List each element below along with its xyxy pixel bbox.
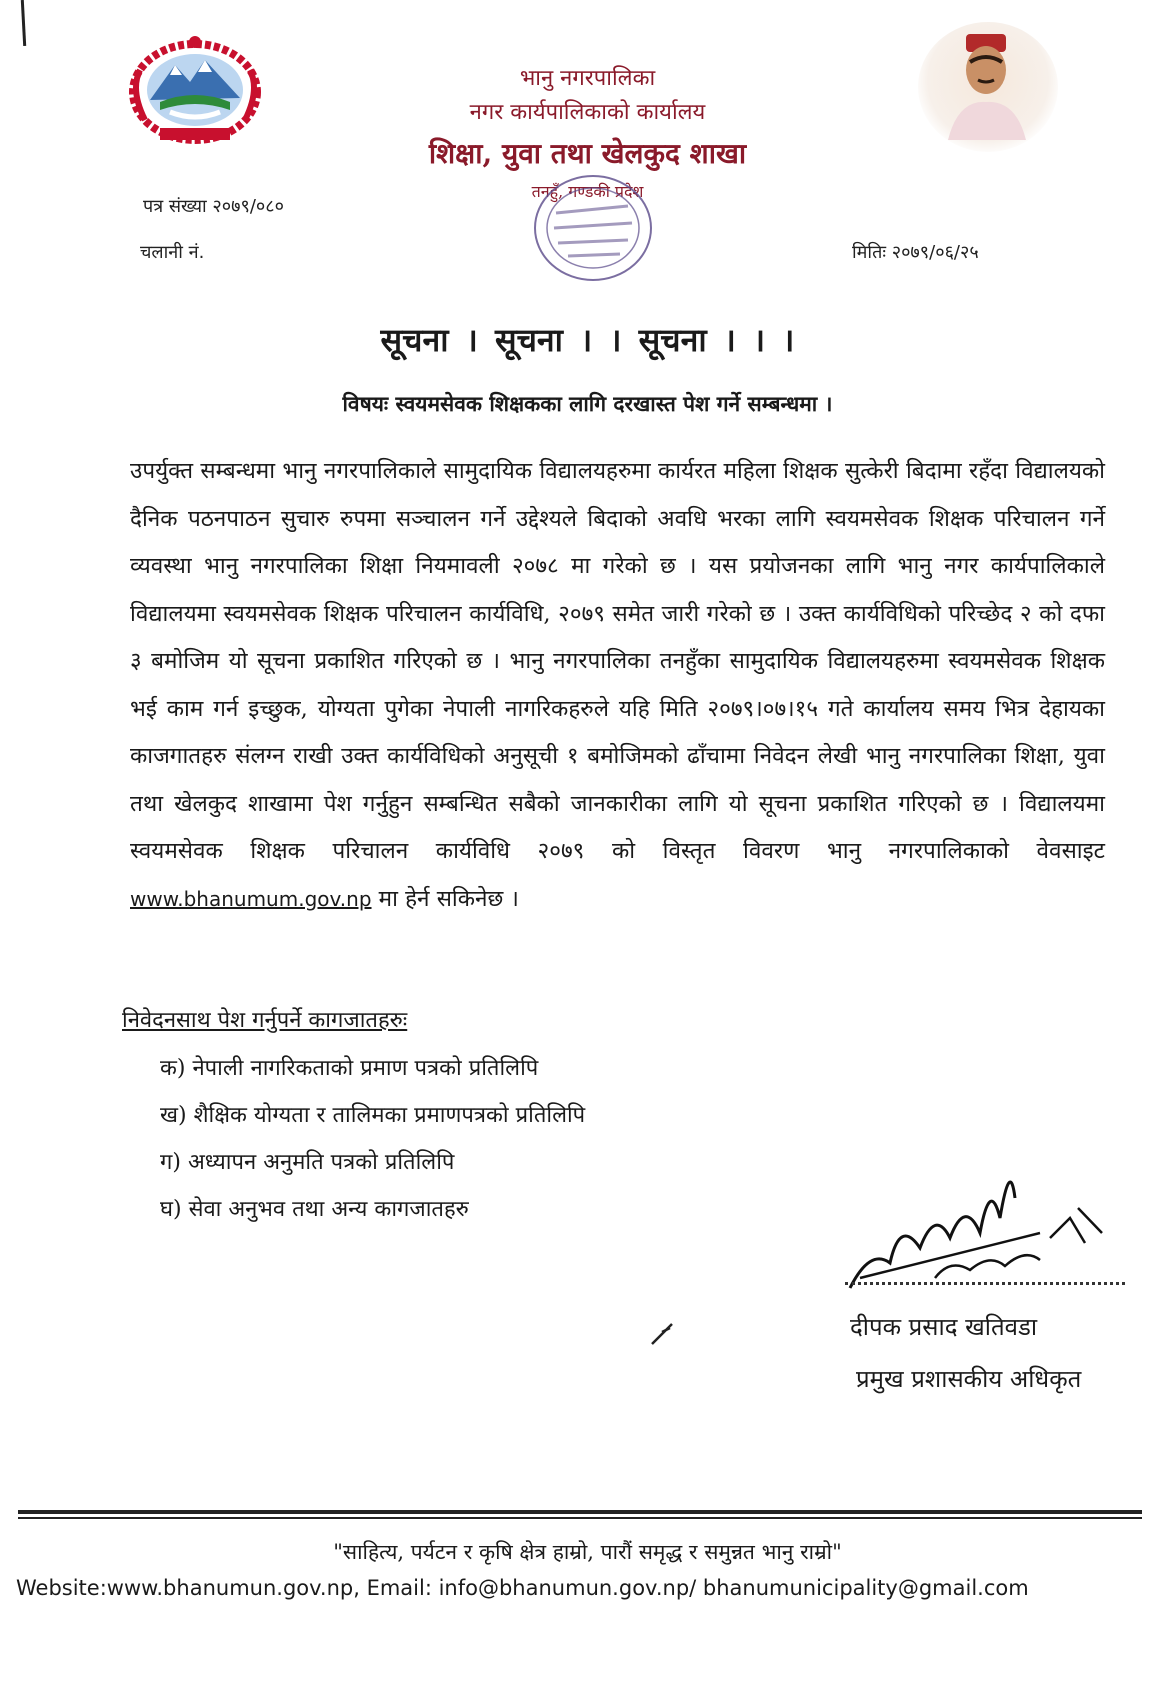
footer-slogan: "साहित्य, पर्यटन र कृषि क्षेत्र हाम्रो, पारौं समृद्ध र समुन्नत भानु राम्रो" (333, 1540, 842, 1564)
dispatch-number: चलानी नं. (140, 242, 205, 263)
footer-divider-thin (18, 1517, 1142, 1519)
officer-name: दीपक प्रसाद खतिवडा (850, 1313, 1038, 1341)
notice-body (130, 448, 1105, 923)
header-municipality: भानु नगरपालिका (519, 66, 656, 91)
list-item: घ) सेवा अनुभव तथा अन्य कागजातहरु (160, 1197, 469, 1222)
list-item: ग) अध्यापन अनुमति पत्रको प्रतिलिपि (160, 1150, 455, 1175)
header-section: शिक्षा, युवा तथा खेलकुद शाखा (428, 137, 747, 170)
signature-line (845, 1282, 1125, 1285)
list-item: क) नेपाली नागरिकताको प्रमाण पत्रको प्रतिलिपि (160, 1056, 539, 1081)
documents-heading: निवेदनसाथ पेश गर्नुपर्ने कागजातहरुः (122, 1008, 408, 1033)
letter-date: मितिः २०७९/०६/२५ (852, 242, 979, 263)
ink-mark-icon (648, 1318, 678, 1348)
header-office: नगर कार्यपालिकाको कार्यालय (469, 100, 706, 125)
footer-divider (18, 1510, 1142, 1514)
officer-title: प्रमुख प्रशासकीय अधिकृत (856, 1365, 1082, 1393)
header-address: तनहुँ, गण्डकी प्रदेश (531, 182, 644, 201)
body-paragraph: उपर्युक्त सम्बन्धमा भानु नगरपालिकाले सामुदायिक विद्यालयहरुमा कार्यरत महिला शिक्षक सुत्केरी बिदामा रहँदा विद्यालयको दैनिक पठनपाठन सुचारु रुपमा सञ्चालन गर्ने उद्देश्यले बिदाको अवधि भरका लागि स्वयमसेवक शिक्षक परिचालन गर्ने व्यवस्था भानु नगरपालिका शिक्षा नियमावली २०७८ मा गरेको छ । यस प्रयोजनका लागि भानु नगर कार्यपालिकाले विद्यालयमा स्वयमसेवक शिक्षक परिचालन कार्यविधि, २०७९ समेत जारी गरेको छ । उक्त कार्यविधिको परिच्छेद २ को दफा ३ बमोजिम यो सूचना प्रकाशित गरिएको छ । भानु नगरपालिका तनहुँका सामुदायिक विद्यालयहरुमा स्वयमसेवक शिक्षक भई काम गर्न इच्छुक, योग्यता पुगेका नेपाली नागरिकहरुले यहि मिति २०७९।०७।१५ गते कार्यालय समय भित्र देहायका काजगातहरु संलग्न राखी उक्त कार्यविधिको अनुसूची १ बमोजिमको ढाँचामा निवेदन लेखी भानु नगरपालिका शिक्षा, युवा तथा खेलकुद शाखामा पेश गर्नुहुन सम्बन्धित सबैको जानकारीका लागि यो सूचना प्रकाशित गरिएको छ । विद्यालयमा स्वयमसेवक शिक्षक परिचालन कार्यविधि २०७९ को विस्तृत विवरण भानु नगरपालिकाको वेवसाइट (130, 458, 1105, 864)
office-stamp-icon (528, 168, 658, 288)
notice-subject: विषयः स्वयमसेवक शिक्षकका लागि दरखास्त पेश गर्ने सम्बन्धमा । (342, 391, 833, 416)
footer-contact: Website:www.bhanumun.gov.np, Email: info@bhanumun.gov.np/ bhanumunicipality@gmail.com (16, 1576, 1029, 1600)
documents-list (160, 1052, 585, 1240)
notice-title: सूचना । सूचना । । सूचना । । । (380, 321, 795, 359)
website-link[interactable]: www.bhanumum.gov.np (130, 886, 372, 911)
margin-pen-mark (21, 0, 26, 46)
letter-number: पत्र संख्या २०७९/०८० (143, 196, 284, 217)
list-item: ख) शैक्षिक योग्यता र तालिमका प्रमाणपत्रको प्रतिलिपि (160, 1103, 586, 1128)
body-paragraph-end: मा हेर्न सकिनेछ । (378, 885, 519, 912)
